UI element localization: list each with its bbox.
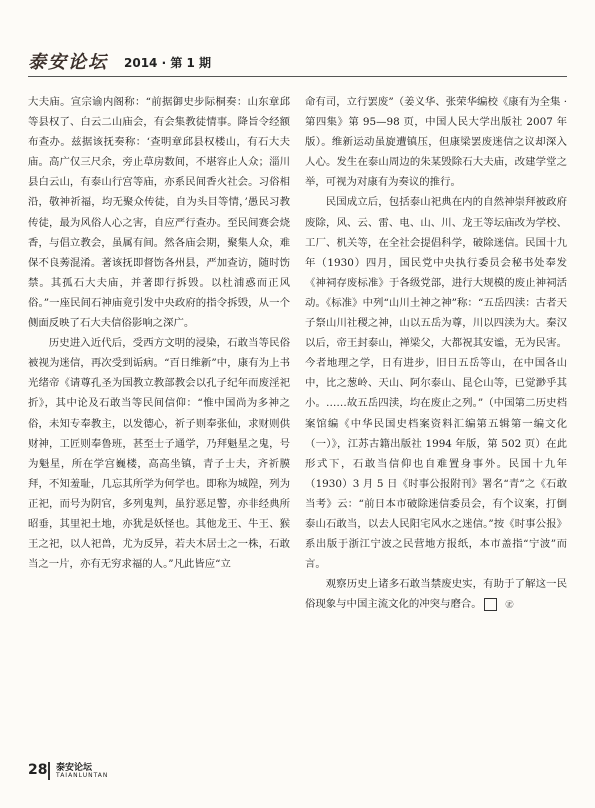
issue-label: 2014 · 第 1 期 [124, 56, 212, 70]
footer-journal-name: 泰安论坛 [56, 763, 93, 773]
page-header [28, 46, 567, 77]
paragraph-final [305, 574, 567, 614]
footer-journal-en: TAIANLUNTAN [56, 772, 109, 779]
footer-divider [48, 762, 50, 780]
end-mark-icon: ㊣ [484, 598, 497, 611]
paragraph-text: 观察历史上诸多石敢当禁废史实，有助于了解这一民俗现象与中国主流文化的冲突与磨合。 [305, 578, 567, 611]
right-column [305, 92, 567, 752]
page-footer [28, 760, 228, 790]
paragraph: 大夫庙。宣宗谕内阁称：“前据御史步际桐奏：山东章邱等县权了、白云二山庙会，有会集教徒情事。降旨令经额布查办。兹据该抚奏称：‘查明章邱县权楼山，有石大夫庙。高广仅三尺余，旁止草房数间，不堪容止人众；淄川县白云山，有泰山行宫等庙，亦系民间香火社会。习俗相沿，敬神祈福，均无聚众传徒，自为头目等情，’愚民习教传徒，最为风俗人心之害，自应严行查办。至民间赛会烧香，与倡立教会，虽属有间。然各庙会期，聚集人众，难保不良莠混淆。著该抚即督饬各州县，严加查访，随时饬禁。其孤石大夫庙，并著即行拆毁。以杜浦惑而正风俗。”一座民间石神庙竟引发中央政府的指令拆毁，从一个侧面反映了石大夫信俗影响之深广。 [28, 96, 290, 330]
paragraph: 民国成立后，包括泰山祀典在内的自然神崇拜被政府废除，风、云、雷、电、山、川、龙王等坛庙改为学校、工厂、机关等，在全社会提倡科学，破除迷信。民国十九年（1930）四月，国民党中央执行委员会秘书处奉发《神祠存废标准》于各级党部，进行大规模的废止神祠活动。《标准》中列“山川土神之神”称：“五岳四渎：古者天子祭山川社稷之神，山以五岳为尊，川以四渎为大。秦汉以后，帝王封泰山，禅梁父，大都祝其安谧，无为民害。今者地理之学，日有进步，旧日五岳等山，在中国各山中，比之葱岭、天山、阿尔泰山、昆仑山等，已觉渺乎其小。……故五岳四渎，均在废止之列。”（中国第二历史档案馆编《中华民国史档案资料汇编第五辑第一编文化（一）》，江苏古籍出版社 1994 年版，第 502 页）在此形式下，石敢当信仰也自难置身事外。民国十九年（1930）3 月 5 日《时事公报附刊》署名“青”之《石敢当考》云：“前日本市破除迷信委员会，有个议案，打倒泰山石敢当，以去人民阳宅风水之迷信。”按《时事公报》系出版于浙江宁波之民营地方报纸，本市盖指“宁波”而言。 [305, 196, 567, 571]
paragraph: 命有司，立行罢废”（姜义华、张荣华编校《康有为全集 · 第四集》第 95—98 页，中国人民大学出版社 2007 年版）。维新运动虽旋遭镇压，但康梁罢废迷信之议却深入人心。发生在泰山周边的朱某毁除石大夫庙，改建学堂之举，可视为对康有为奏议的推行。 [305, 96, 567, 189]
left-column [28, 92, 290, 752]
journal-name: 泰安论坛 [28, 52, 108, 73]
page-number: 28 [28, 762, 48, 778]
paragraph: 历史进入近代后，受西方文明的浸染，石敢当等民俗被视为迷信，再次受到诟病。“百日维新”中，康有为上书光绪帝《请尊孔圣为国教立教部教会以孔子纪年而废淫祀折》，其中论及石敢当等民间信仰：“惟中国尚为多神之俗，未知专奉教主，以发德心，祈子则奉张仙，求财则供财神，工匠则奉鲁班，甚至士子通学，乃拜魁星之鬼，号为魁星，所在学宫巍楼，高高坐镇，青子士夫，齐祈膜拜，不知羞耻，几忘其所学为何学也。即称为城隍，列为正祀，而号为阴官，多列鬼判，虽狞恶足警，亦非经典所昭垂，其里祀土地，亦犹是妖怪也。其他龙王、牛王、猴王之祀，以人祀兽，尤为反异，若夫木居士之一株，石敢当之一片，亦有无穷求福的人。”凡此皆应“立 [28, 337, 290, 571]
